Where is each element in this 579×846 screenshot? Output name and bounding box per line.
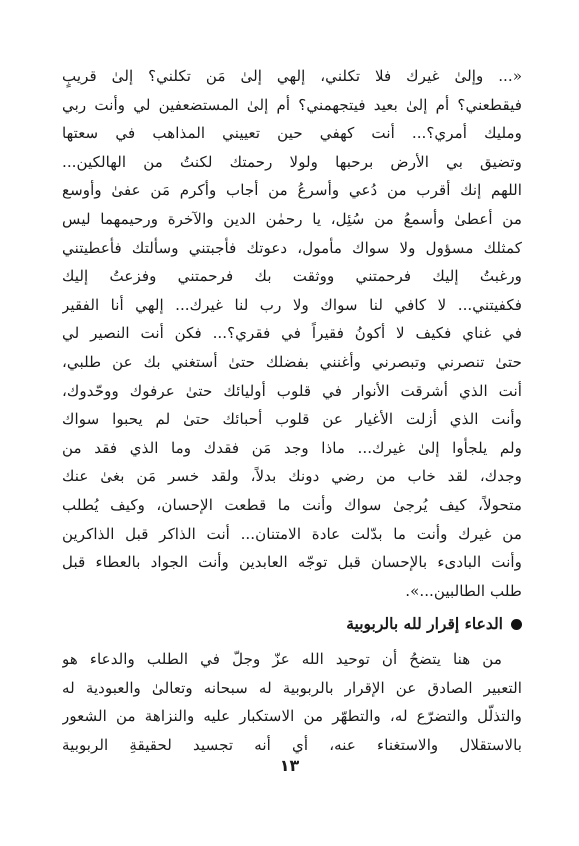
text-line: أنت الذي أشرقت الأنوار في قلوب أوليائك حتىٰ عرفوك ووحّدوك، [62, 381, 522, 400]
text-line: ورغبتُ إليك فرحمتني ووثقت بك فرحمتني وفزعتُ إليك [62, 267, 522, 286]
text-line: وتضيق بي الأرض برحبها ولولا رحمتك لكنتُ من الهالكين... [62, 152, 522, 171]
text-line: وأنت الذي أزلت الأغيار عن قلوب أحبائك حتىٰ لم يحبوا سواك [62, 410, 522, 429]
text-line: فكفيتني... لا كافي لنا سواك ولا رب لنا غيرك... إلهي أنا الفقير [62, 295, 522, 314]
text-line: من غيرك وأنت ما بدّلت عادة الامتنان... أنت الذاكر قبل الذاكرين [62, 524, 522, 543]
text-line: التعبير الصادق عن الإقرار بالربوبية له سبحانه وتعالىٰ والعبودية له [62, 678, 522, 697]
body-paragraph [62, 645, 522, 759]
page-number: ١٣ [279, 756, 300, 775]
section-heading [62, 609, 522, 639]
text-line: «... وإلىٰ غيرك فلا تكلني، إلهي إلىٰ مَن تكلني؟ إلىٰ قريبٍ [62, 67, 522, 85]
text-line: فيقطعني؟ أم إلىٰ بعيد فيتجهمني؟ أم إلىٰ المستضعفين لي وأنت ربي [62, 95, 522, 114]
text-line: ولم يلجأوا إلىٰ غيرك... ماذا وجد مَن فقدك وما الذي فقد من [62, 438, 522, 457]
text-line: اللهم إنك أقرب من دُعي وأسرعُ من أجاب وأكرم مَن عفىٰ وأوسع [62, 181, 522, 200]
text-line: ومليك أمري؟... أنت كهفي حين تعييني المذاهب في سعتها [62, 124, 522, 143]
text-line: والتذلّل والتضرّع له، والتطهّر من الاستكبار عليه والنزاهة من الشعور [62, 707, 522, 726]
text-line: بالاستقلال والاستغناء عنه، أي أنه تجسيد لحقيقةِ الربوبية [62, 736, 522, 755]
text-line: في غناي فكيف لا أكونُ فقيراً في فقري؟... فكن أنت النصير لي [62, 324, 522, 343]
text-line: وجدك، لقد خاب من رضي دونك بدلاً، ولقد خسر مَن بغىٰ عنك [62, 467, 522, 486]
text-line: حتىٰ تنصرني وتبصرني وأغنني بفضلك حتىٰ أستغني بك عن طلبي، [62, 352, 522, 371]
text-line: من هنا يتضحُ أن توحيد الله عزّ وجلّ في الطلب والدعاء هو [62, 650, 502, 669]
text-line: طلب الطالبين...». [405, 581, 522, 600]
bullet-dot-icon [511, 619, 522, 630]
text-line: كمثلك مسؤول ولا سواك مأمول، دعوتك فأجبتني وسألتك فأعطيتني [62, 238, 522, 257]
text-line: وأنت البادىء بالإحسان قبل توجّه العابدين وأنت الجواد بالعطاء قبل [62, 553, 522, 572]
prayer-quote-paragraph [62, 62, 522, 605]
book-page [62, 62, 522, 760]
text-line: متحولاً، كيف يُرجىٰ سواك وأنت ما قطعت الإحسان، وكيف يُطلب [62, 495, 522, 514]
section-heading-text: الدعاء إقرار لله بالربوبية [346, 614, 503, 634]
text-line: من أعطىٰ وأسمعُ من سُئِل، يا رحمٰن الدين والآخرة ورحيمهما ليس [62, 209, 522, 228]
